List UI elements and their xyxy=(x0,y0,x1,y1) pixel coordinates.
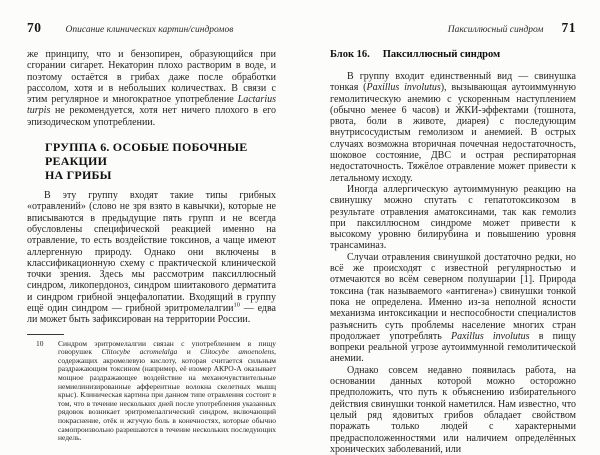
left-running-head-title: Описание клинических картин/синдромов xyxy=(65,25,234,35)
footnote-10 xyxy=(27,340,276,443)
block-label: Блок 16. xyxy=(330,49,370,60)
block-title: Паксиллюсный синдром xyxy=(382,49,501,60)
left-page-number: 70 xyxy=(27,20,42,35)
paxillus-paragraph-4: Однако совсем недавно появилась работа, на основании данных которой можно осторожно предположить, что путь к объяснению избирательного действия свинушки тонкой наметился. Нам известно, что целый ряд ядовитых грибов обладает свойством поражать только людей с характерными предрасположенностями или наличием определённых хронических заболеваний, или xyxy=(330,364,576,455)
left-running-header xyxy=(27,20,276,35)
right-page-number: 71 xyxy=(561,20,576,35)
footnote-text: Синдром эритромелалгии связан с употреблением в пищу говорушек Clitocybe acromelalga и Clitocybe amoenolens, содержащих акромелевую кислоту, которая считается сильным раздражающим токсином (например, её изомер АКРО-А оказывает мощное раздражающее воздействие на механочувствительные немиелинизированные афферентные волокна скелетных мышц крыс). Клиническая картина при данном типе отравления состоит в том, что в течение нескольких дней после употребления указанных рядовок возникает эритромелалгический синдром, включающий покраснение, отёк и жгучую боль в конечностях, которые обычно самопроизвольно разрешаются в течение нескольких последующих недель. xyxy=(58,338,277,443)
left-page xyxy=(27,20,276,443)
left-body-text xyxy=(27,49,276,326)
block-16-heading xyxy=(330,49,576,61)
group6-paragraph: В эту группу входят такие типы грибных «отравлений» (слово не зря взято в кавычки), которые не вписываются в предыдущие пять групп и не всегда обусловлены специфической реакцией именно на отравление, то есть воздействие токсинов, а чаще имеют аллергенную природу. Однако они включены в классификационную схему с практической клинической точки зрения. Здесь мы рассмотрим паксиллюсный синдром, ликопердоноз, синдром шиитакового дерматита и синдром грибной энцефалопатии. Входящий в группу ещё один синдром — грибной эритромелалгии$^{10}$ — едва ли может быть зафиксирован на территории России. xyxy=(27,190,276,326)
section-heading-group-6 xyxy=(45,140,276,182)
section-heading-line-1: ГРУППА 6. ОСОБЫЕ ПОБОЧНЫЕ РЕАКЦИИ xyxy=(45,140,248,169)
right-body-text xyxy=(330,71,576,455)
footnote-separator-rule xyxy=(27,334,64,335)
paxillus-paragraph-1: В группу входит единственный вид — свинушка тонкая (Paxillus involutus), вызывающая аутоиммунную гемолитическую анемию с ускоренным наступлением (обычно менее 6 часов) и ЖКИ-эффектами (тошнота, рвота, боли в животе, диарея) с последующим внутрисосудистым гемолизом и анемией. В острых случаях возможна вторичная почечная недостаточность, шоковое состояние, ДВС и острая респираторная недостаточность. Тяжёлое отравление может привести к летальному исходу. xyxy=(330,71,576,184)
footnote-number: 10 xyxy=(36,338,44,348)
paxillus-paragraph-2: Иногда аллергическую аутоиммунную реакцию на свинушку можно спутать с гепатотоксикозом в результате отравления аматоксинами, так как гемолиз при паксиллюсном синдроме может привести к высокому уровню билирубина и повышению уровня трансаминаз. xyxy=(330,183,576,252)
footnote-area xyxy=(27,334,276,443)
paxillus-paragraph-3: Случаи отравления свинушкой достаточно редки, но всё же происходят с известной регулярностью и отмечаются во всём северном полушарии [1]. Природа токсина (так называемого «антигена») свинушки тонкой пока не определена. Именно из-за неполной ясности механизма интоксикации и неспособности специалистов разъяснить суть проблемы население многих стран продолжает употреблять Paxillus involutus в пищу вопреки реальной угрозе аутоиммунной гемолитической анемии. xyxy=(330,251,576,365)
right-page xyxy=(330,20,576,455)
right-running-head-title: Паксиллюсный синдром xyxy=(447,25,544,35)
right-running-header xyxy=(330,20,576,35)
intro-paragraph: же принципу, что и бензопирен, образующийся при сгорании сигарет. Некаторин плохо растворим в воде, и поэтому остаётся в грибах даже после обработки рассолом, хотя и в небольших количествах. В связи с этим регулярное и многократное употребление Lactarius turpis не рекомендуется, хотя нет ничего плохого в его эпизодическом употреблении. xyxy=(27,49,276,128)
section-heading-line-2: НА ГРИБЫ xyxy=(45,168,112,183)
